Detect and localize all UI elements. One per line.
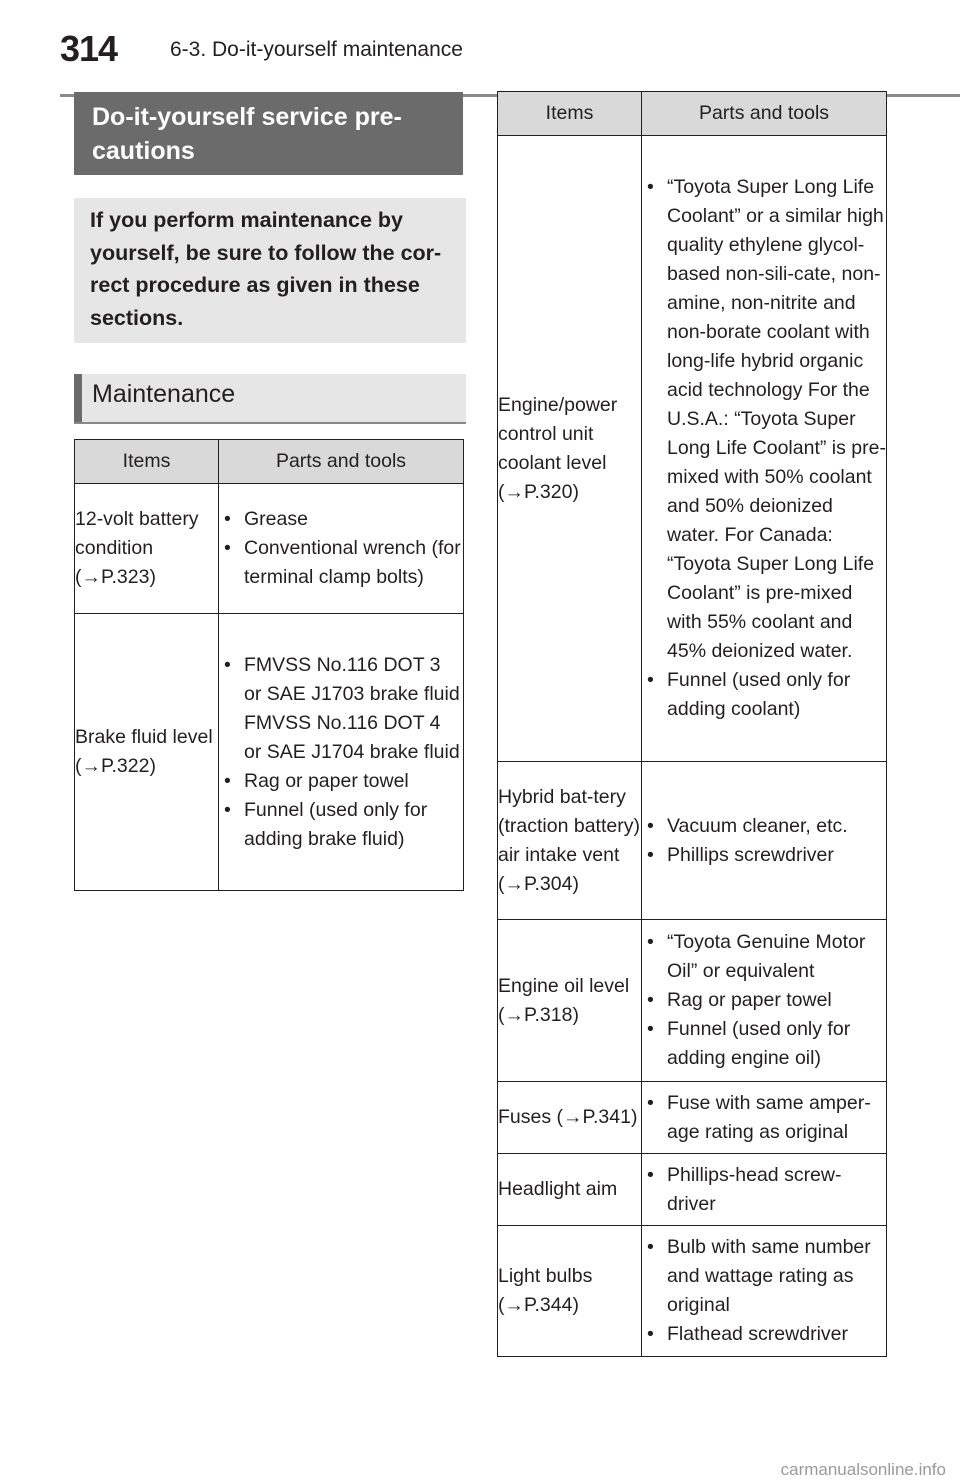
item-cell: Engine oil level (→P.318) <box>498 920 642 1082</box>
heading-bar <box>74 374 82 422</box>
item-cell: Light bulbs (→P.344) <box>498 1226 642 1357</box>
item-cell: 12-volt battery condition (→P.323) <box>75 484 219 614</box>
page-number: 314 <box>60 28 118 69</box>
section-title: 6-3. Do-it-yourself maintenance <box>170 38 463 61</box>
list-item: • Grease <box>219 505 463 534</box>
page-header <box>60 22 960 72</box>
watermark: carmanualsonline.info <box>780 1460 946 1479</box>
maintenance-table-right <box>497 91 887 1357</box>
parts-list <box>642 812 886 870</box>
table-row <box>75 614 464 891</box>
page-title: Do-it-yourself service pre-cautions <box>92 103 402 165</box>
list-item: • Rag or paper towel <box>219 767 463 796</box>
table-body-right <box>498 136 887 1357</box>
parts-cell <box>642 920 887 1082</box>
list-item: • Funnel (used only for adding engine oil) <box>642 1015 886 1073</box>
parts-list <box>642 928 886 1073</box>
list-item: • “Toyota Genuine Motor Oil” or equivalent <box>642 928 886 986</box>
table-row <box>498 136 887 762</box>
parts-cell <box>642 1226 887 1357</box>
list-item: • Rag or paper towel <box>642 986 886 1015</box>
table-row <box>498 1082 887 1154</box>
table-row <box>498 762 887 920</box>
maintenance-table-left <box>74 439 464 891</box>
parts-cell <box>219 614 464 891</box>
list-item: • Vacuum cleaner, etc. <box>642 812 886 841</box>
parts-list <box>642 1233 886 1349</box>
table-row <box>75 484 464 614</box>
list-item: • FMVSS No.116 DOT 3 or SAE J1703 brake fluid FMVSS No.116 DOT 4 or SAE J1704 brake fluid <box>219 651 463 767</box>
list-item: • Bulb with same number and wattage rating as original <box>642 1233 886 1320</box>
intro-box <box>74 198 466 343</box>
parts-cell <box>642 762 887 920</box>
table-header-row <box>75 440 464 484</box>
title-box <box>74 92 463 175</box>
item-cell: Hybrid bat-tery (traction battery) air intake vent (→P.304) <box>498 762 642 920</box>
parts-list <box>219 651 463 854</box>
maintenance-heading-text: Maintenance <box>92 380 236 408</box>
list-item: • Funnel (used only for adding coolant) <box>642 666 886 724</box>
table-row <box>498 920 887 1082</box>
table-header-row <box>498 92 887 136</box>
header-parts: Parts and tools <box>642 92 887 136</box>
parts-cell <box>642 1082 887 1154</box>
table-body-left <box>75 484 464 891</box>
table-row <box>498 1154 887 1226</box>
list-item: • “Toyota Super Long Life Coolant” or a similar high quality ethylene glycol-based non-sili-cate, non-amine, non-nitrite and non-borate coolant with long-life hybrid organic acid technology For the U.S.A.: “Toyota Super Long Life Coolant” is pre-mixed with 50% coolant and 50% deionized water. For Canada: “Toyota Super Long Life Coolant” is pre-mixed with 55% coolant and 45% deionized water. <box>642 173 886 666</box>
list-item: • Phillips-head screw-driver <box>642 1161 886 1219</box>
parts-list <box>642 1161 886 1219</box>
intro-text: If you perform maintenance by yourself, be sure to follow the cor-rect procedure as given in these sections. <box>90 208 442 330</box>
table-row <box>498 1226 887 1357</box>
parts-cell <box>219 484 464 614</box>
maintenance-heading <box>74 374 466 424</box>
list-item: • Phillips screwdriver <box>642 841 886 870</box>
item-cell: Engine/power control unit coolant level (→P.320) <box>498 136 642 762</box>
item-cell: Fuses (→P.341) <box>498 1082 642 1154</box>
header-items: Items <box>498 92 642 136</box>
item-cell: Brake fluid level (→P.322) <box>75 614 219 891</box>
parts-list <box>642 1089 886 1147</box>
parts-list <box>219 505 463 592</box>
list-item: • Conventional wrench (for terminal clamp bolts) <box>219 534 463 592</box>
item-cell: Headlight aim <box>498 1154 642 1226</box>
header-items: Items <box>75 440 219 484</box>
parts-cell <box>642 136 887 762</box>
header-parts: Parts and tools <box>219 440 464 484</box>
list-item: • Flathead screwdriver <box>642 1320 886 1349</box>
parts-list <box>642 173 886 724</box>
parts-cell <box>642 1154 887 1226</box>
list-item: • Funnel (used only for adding brake fluid) <box>219 796 463 854</box>
list-item: • Fuse with same amper-age rating as original <box>642 1089 886 1147</box>
